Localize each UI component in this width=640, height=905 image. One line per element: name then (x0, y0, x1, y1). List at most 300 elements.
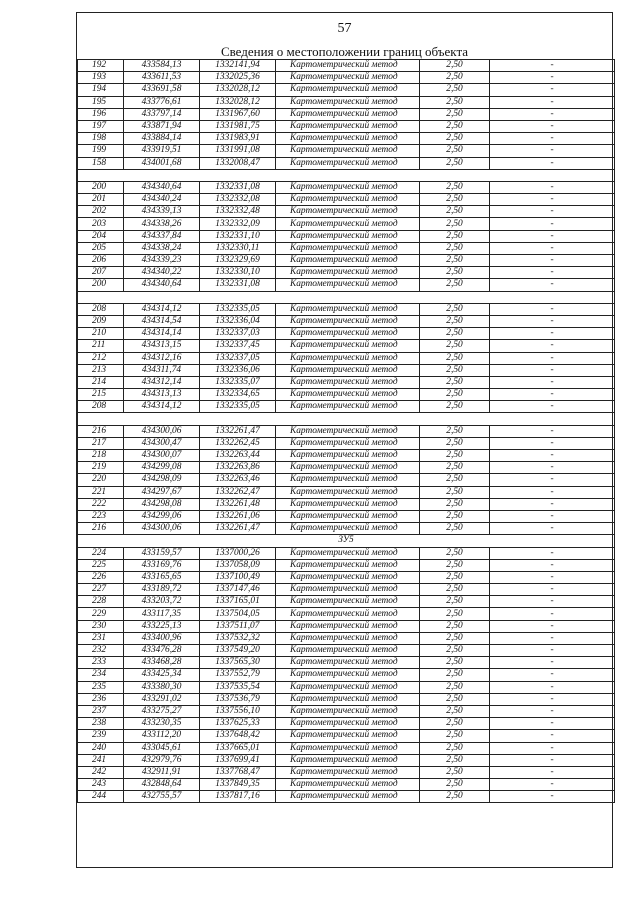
table-row (78, 230, 615, 242)
x-coordinate-cell: 434001,68 (124, 157, 200, 169)
separator-cell (78, 169, 615, 181)
y-coordinate-cell: 1337565,30 (200, 657, 276, 669)
description-cell: - (490, 596, 615, 608)
x-coordinate-cell: 433884,14 (124, 133, 200, 145)
method-cell: Картометрический метод (276, 754, 420, 766)
description-cell: - (490, 791, 615, 803)
table-row (78, 584, 615, 596)
table-row (78, 303, 615, 315)
description-cell: - (490, 389, 615, 401)
description-cell: - (490, 462, 615, 474)
y-coordinate-cell: 1337849,35 (200, 779, 276, 791)
method-cell: Картометрический метод (276, 669, 420, 681)
point-id-cell: 194 (78, 84, 124, 96)
method-cell: Картометрический метод (276, 571, 420, 583)
y-coordinate-cell: 1332262,47 (200, 486, 276, 498)
separator-cell (78, 291, 615, 303)
y-coordinate-cell: 1332261,47 (200, 425, 276, 437)
method-cell: Картометрический метод (276, 303, 420, 315)
table-row (78, 96, 615, 108)
x-coordinate-cell: 432755,57 (124, 791, 200, 803)
table-row (78, 315, 615, 327)
description-cell: - (490, 742, 615, 754)
description-cell: - (490, 376, 615, 388)
method-cell: Картометрический метод (276, 340, 420, 352)
point-id-cell: 158 (78, 157, 124, 169)
description-cell: - (490, 559, 615, 571)
point-id-cell: 226 (78, 571, 124, 583)
method-cell: Картометрический метод (276, 632, 420, 644)
table-row (78, 352, 615, 364)
method-cell: Картометрический метод (276, 742, 420, 754)
x-coordinate-cell: 433691,58 (124, 84, 200, 96)
point-id-cell: 229 (78, 608, 124, 620)
x-coordinate-cell: 432911,91 (124, 766, 200, 778)
y-coordinate-cell: 1337648,42 (200, 730, 276, 742)
y-coordinate-cell: 1337058,09 (200, 559, 276, 571)
y-coordinate-cell: 1337552,79 (200, 669, 276, 681)
y-coordinate-cell: 1332261,48 (200, 498, 276, 510)
accuracy-cell: 2,50 (420, 72, 490, 84)
method-cell: Картометрический метод (276, 133, 420, 145)
table-row (78, 559, 615, 571)
method-cell: Картометрический метод (276, 315, 420, 327)
method-cell: Картометрический метод (276, 596, 420, 608)
method-cell: Картометрический метод (276, 791, 420, 803)
point-id-cell: 236 (78, 693, 124, 705)
table-row (78, 681, 615, 693)
x-coordinate-cell: 433776,61 (124, 96, 200, 108)
y-coordinate-cell: 1332261,06 (200, 510, 276, 522)
point-id-cell: 208 (78, 401, 124, 413)
description-cell: - (490, 547, 615, 559)
description-cell: - (490, 608, 615, 620)
point-id-cell: 214 (78, 376, 124, 388)
table-row (78, 450, 615, 462)
method-cell: Картометрический метод (276, 206, 420, 218)
table-row (78, 218, 615, 230)
table-row (78, 742, 615, 754)
table-row (78, 730, 615, 742)
description-cell: - (490, 230, 615, 242)
x-coordinate-cell: 434312,16 (124, 352, 200, 364)
point-id-cell: 224 (78, 547, 124, 559)
table-row (78, 474, 615, 486)
point-id-cell: 219 (78, 462, 124, 474)
x-coordinate-cell: 433225,13 (124, 620, 200, 632)
description-cell: - (490, 72, 615, 84)
method-cell: Картометрический метод (276, 437, 420, 449)
x-coordinate-cell: 434299,06 (124, 510, 200, 522)
y-coordinate-cell: 1337504,05 (200, 608, 276, 620)
accuracy-cell: 2,50 (420, 84, 490, 96)
accuracy-cell: 2,50 (420, 596, 490, 608)
table-row (78, 705, 615, 717)
x-coordinate-cell: 434339,13 (124, 206, 200, 218)
description-cell: - (490, 669, 615, 681)
y-coordinate-cell: 1332332,48 (200, 206, 276, 218)
point-id-cell: 230 (78, 620, 124, 632)
accuracy-cell: 2,50 (420, 425, 490, 437)
y-coordinate-cell: 1337549,20 (200, 645, 276, 657)
accuracy-cell: 2,50 (420, 462, 490, 474)
table-row (78, 376, 615, 388)
point-id-cell: 238 (78, 718, 124, 730)
x-coordinate-cell: 434300,06 (124, 523, 200, 535)
method-cell: Картометрический метод (276, 559, 420, 571)
description-cell: - (490, 571, 615, 583)
table-row (78, 84, 615, 96)
description-cell: - (490, 181, 615, 193)
point-id-cell: 227 (78, 584, 124, 596)
method-cell: Картометрический метод (276, 657, 420, 669)
accuracy-cell: 2,50 (420, 364, 490, 376)
accuracy-cell: 2,50 (420, 632, 490, 644)
table-separator-row (78, 413, 615, 425)
point-id-cell: 199 (78, 145, 124, 157)
accuracy-cell: 2,50 (420, 693, 490, 705)
accuracy-cell: 2,50 (420, 315, 490, 327)
method-cell: Картометрический метод (276, 218, 420, 230)
description-cell: - (490, 120, 615, 132)
table-separator-row (78, 291, 615, 303)
accuracy-cell: 2,50 (420, 620, 490, 632)
table-row (78, 523, 615, 535)
accuracy-cell: 2,50 (420, 498, 490, 510)
point-id-cell: 240 (78, 742, 124, 754)
table-row (78, 693, 615, 705)
method-cell: Картометрический метод (276, 389, 420, 401)
y-coordinate-cell: 1337536,79 (200, 693, 276, 705)
method-cell: Картометрический метод (276, 328, 420, 340)
description-cell: - (490, 255, 615, 267)
y-coordinate-cell: 1332335,05 (200, 303, 276, 315)
method-cell: Картометрический метод (276, 450, 420, 462)
y-coordinate-cell: 1332331,08 (200, 279, 276, 291)
accuracy-cell: 2,50 (420, 60, 490, 72)
x-coordinate-cell: 434314,14 (124, 328, 200, 340)
method-cell: Картометрический метод (276, 498, 420, 510)
point-id-cell: 201 (78, 194, 124, 206)
method-cell: Картометрический метод (276, 72, 420, 84)
table-row (78, 72, 615, 84)
table-row (78, 437, 615, 449)
y-coordinate-cell: 1332330,11 (200, 242, 276, 254)
accuracy-cell: 2,50 (420, 779, 490, 791)
y-coordinate-cell: 1332263,44 (200, 450, 276, 462)
table-row (78, 60, 615, 72)
point-id-cell: 220 (78, 474, 124, 486)
coordinates-table-body (78, 60, 615, 803)
y-coordinate-cell: 1337147,46 (200, 584, 276, 596)
description-cell: - (490, 133, 615, 145)
description-cell: - (490, 584, 615, 596)
description-cell: - (490, 730, 615, 742)
x-coordinate-cell: 434340,64 (124, 279, 200, 291)
x-coordinate-cell: 434314,12 (124, 303, 200, 315)
description-cell: - (490, 486, 615, 498)
accuracy-cell: 2,50 (420, 510, 490, 522)
table-separator-row (78, 169, 615, 181)
table-row (78, 669, 615, 681)
method-cell: Картометрический метод (276, 242, 420, 254)
method-cell: Картометрический метод (276, 462, 420, 474)
accuracy-cell: 2,50 (420, 401, 490, 413)
table-row (78, 120, 615, 132)
method-cell: Картометрический метод (276, 425, 420, 437)
table-section-row (78, 535, 615, 547)
description-cell: - (490, 303, 615, 315)
accuracy-cell: 2,50 (420, 523, 490, 535)
x-coordinate-cell: 434300,07 (124, 450, 200, 462)
y-coordinate-cell: 1332028,12 (200, 84, 276, 96)
x-coordinate-cell: 434340,22 (124, 267, 200, 279)
document-frame (76, 12, 613, 868)
accuracy-cell: 2,50 (420, 742, 490, 754)
accuracy-cell: 2,50 (420, 705, 490, 717)
accuracy-cell: 2,50 (420, 133, 490, 145)
point-id-cell: 210 (78, 328, 124, 340)
description-cell: - (490, 510, 615, 522)
description-cell: - (490, 693, 615, 705)
y-coordinate-cell: 1332331,10 (200, 230, 276, 242)
x-coordinate-cell: 433159,57 (124, 547, 200, 559)
description-cell: - (490, 779, 615, 791)
accuracy-cell: 2,50 (420, 718, 490, 730)
accuracy-cell: 2,50 (420, 376, 490, 388)
accuracy-cell: 2,50 (420, 230, 490, 242)
x-coordinate-cell: 434340,64 (124, 181, 200, 193)
method-cell: Картометрический метод (276, 523, 420, 535)
point-id-cell: 243 (78, 779, 124, 791)
method-cell: Картометрический метод (276, 60, 420, 72)
accuracy-cell: 2,50 (420, 255, 490, 267)
method-cell: Картометрический метод (276, 401, 420, 413)
table-row (78, 571, 615, 583)
description-cell: - (490, 328, 615, 340)
point-id-cell: 216 (78, 523, 124, 535)
point-id-cell: 241 (78, 754, 124, 766)
x-coordinate-cell: 434338,26 (124, 218, 200, 230)
description-cell: - (490, 145, 615, 157)
table-row (78, 194, 615, 206)
accuracy-cell: 2,50 (420, 194, 490, 206)
description-cell: - (490, 279, 615, 291)
point-id-cell: 244 (78, 791, 124, 803)
table-row (78, 510, 615, 522)
y-coordinate-cell: 1337000,26 (200, 547, 276, 559)
table-row (78, 779, 615, 791)
table-row (78, 718, 615, 730)
accuracy-cell: 2,50 (420, 389, 490, 401)
accuracy-cell: 2,50 (420, 571, 490, 583)
point-id-cell: 197 (78, 120, 124, 132)
y-coordinate-cell: 1332332,09 (200, 218, 276, 230)
point-id-cell: 198 (78, 133, 124, 145)
point-id-cell: 232 (78, 645, 124, 657)
y-coordinate-cell: 1332337,45 (200, 340, 276, 352)
x-coordinate-cell: 434298,09 (124, 474, 200, 486)
method-cell: Картометрический метод (276, 693, 420, 705)
accuracy-cell: 2,50 (420, 584, 490, 596)
x-coordinate-cell: 433230,35 (124, 718, 200, 730)
y-coordinate-cell: 1332330,10 (200, 267, 276, 279)
point-id-cell: 211 (78, 340, 124, 352)
point-id-cell: 234 (78, 669, 124, 681)
x-coordinate-cell: 434340,24 (124, 194, 200, 206)
point-id-cell: 212 (78, 352, 124, 364)
point-id-cell: 213 (78, 364, 124, 376)
point-id-cell: 203 (78, 218, 124, 230)
point-id-cell: 195 (78, 96, 124, 108)
accuracy-cell: 2,50 (420, 157, 490, 169)
description-cell: - (490, 474, 615, 486)
y-coordinate-cell: 1332336,06 (200, 364, 276, 376)
description-cell: - (490, 498, 615, 510)
description-cell: - (490, 437, 615, 449)
table-row (78, 108, 615, 120)
method-cell: Картометрический метод (276, 120, 420, 132)
accuracy-cell: 2,50 (420, 303, 490, 315)
x-coordinate-cell: 433871,94 (124, 120, 200, 132)
table-row (78, 766, 615, 778)
table-row (78, 462, 615, 474)
method-cell: Картометрический метод (276, 194, 420, 206)
table-row (78, 328, 615, 340)
table-row (78, 547, 615, 559)
method-cell: Картометрический метод (276, 474, 420, 486)
x-coordinate-cell: 433117,35 (124, 608, 200, 620)
method-cell: Картометрический метод (276, 766, 420, 778)
accuracy-cell: 2,50 (420, 218, 490, 230)
method-cell: Картометрический метод (276, 779, 420, 791)
x-coordinate-cell: 434313,15 (124, 340, 200, 352)
method-cell: Картометрический метод (276, 510, 420, 522)
accuracy-cell: 2,50 (420, 791, 490, 803)
point-id-cell: 192 (78, 60, 124, 72)
accuracy-cell: 2,50 (420, 486, 490, 498)
y-coordinate-cell: 1332263,86 (200, 462, 276, 474)
method-cell: Картометрический метод (276, 364, 420, 376)
y-coordinate-cell: 1332262,45 (200, 437, 276, 449)
description-cell: - (490, 401, 615, 413)
y-coordinate-cell: 1332025,36 (200, 72, 276, 84)
page-number: 57 (337, 21, 352, 36)
method-cell: Картометрический метод (276, 376, 420, 388)
point-id-cell: 233 (78, 657, 124, 669)
y-coordinate-cell: 1332334,65 (200, 389, 276, 401)
x-coordinate-cell: 434338,24 (124, 242, 200, 254)
table-row (78, 754, 615, 766)
y-coordinate-cell: 1332329,69 (200, 255, 276, 267)
description-cell: - (490, 523, 615, 535)
accuracy-cell: 2,50 (420, 279, 490, 291)
method-cell: Картометрический метод (276, 705, 420, 717)
x-coordinate-cell: 433165,65 (124, 571, 200, 583)
x-coordinate-cell: 433611,53 (124, 72, 200, 84)
description-cell: - (490, 340, 615, 352)
accuracy-cell: 2,50 (420, 352, 490, 364)
point-id-cell: 237 (78, 705, 124, 717)
description-cell: - (490, 718, 615, 730)
method-cell: Картометрический метод (276, 608, 420, 620)
description-cell: - (490, 206, 615, 218)
point-id-cell: 200 (78, 181, 124, 193)
x-coordinate-cell: 433919,51 (124, 145, 200, 157)
y-coordinate-cell: 1337556,10 (200, 705, 276, 717)
x-coordinate-cell: 434299,08 (124, 462, 200, 474)
method-cell: Картометрический метод (276, 681, 420, 693)
description-cell: - (490, 84, 615, 96)
table-row (78, 486, 615, 498)
point-id-cell: 205 (78, 242, 124, 254)
y-coordinate-cell: 1337165,01 (200, 596, 276, 608)
point-id-cell: 239 (78, 730, 124, 742)
y-coordinate-cell: 1337817,16 (200, 791, 276, 803)
accuracy-cell: 2,50 (420, 108, 490, 120)
y-coordinate-cell: 1332336,04 (200, 315, 276, 327)
table-row (78, 401, 615, 413)
x-coordinate-cell: 433476,28 (124, 645, 200, 657)
x-coordinate-cell: 433425,34 (124, 669, 200, 681)
accuracy-cell: 2,50 (420, 681, 490, 693)
accuracy-cell: 2,50 (420, 450, 490, 462)
description-cell: - (490, 315, 615, 327)
table-row (78, 645, 615, 657)
x-coordinate-cell: 433045,61 (124, 742, 200, 754)
description-cell: - (490, 450, 615, 462)
accuracy-cell: 2,50 (420, 547, 490, 559)
y-coordinate-cell: 1337535,54 (200, 681, 276, 693)
section-label: ЗУ5 (78, 535, 615, 547)
point-id-cell: 215 (78, 389, 124, 401)
table-row (78, 206, 615, 218)
description-cell: - (490, 766, 615, 778)
method-cell: Картометрический метод (276, 145, 420, 157)
method-cell: Картометрический метод (276, 108, 420, 120)
x-coordinate-cell: 433189,72 (124, 584, 200, 596)
x-coordinate-cell: 433468,28 (124, 657, 200, 669)
point-id-cell: 216 (78, 425, 124, 437)
y-coordinate-cell: 1332332,08 (200, 194, 276, 206)
y-coordinate-cell: 1332008,47 (200, 157, 276, 169)
x-coordinate-cell: 433797,14 (124, 108, 200, 120)
point-id-cell: 235 (78, 681, 124, 693)
method-cell: Картометрический метод (276, 230, 420, 242)
description-cell: - (490, 705, 615, 717)
point-id-cell: 228 (78, 596, 124, 608)
point-id-cell: 207 (78, 267, 124, 279)
x-coordinate-cell: 434337,84 (124, 230, 200, 242)
method-cell: Картометрический метод (276, 730, 420, 742)
x-coordinate-cell: 432848,64 (124, 779, 200, 791)
point-id-cell: 218 (78, 450, 124, 462)
x-coordinate-cell: 433380,30 (124, 681, 200, 693)
separator-cell (78, 413, 615, 425)
description-cell: - (490, 60, 615, 72)
table-row (78, 791, 615, 803)
x-coordinate-cell: 433291,02 (124, 693, 200, 705)
method-cell: Картометрический метод (276, 584, 420, 596)
y-coordinate-cell: 1332331,08 (200, 181, 276, 193)
description-cell: - (490, 194, 615, 206)
table-row (78, 608, 615, 620)
method-cell: Картометрический метод (276, 84, 420, 96)
point-id-cell: 202 (78, 206, 124, 218)
method-cell: Картометрический метод (276, 96, 420, 108)
y-coordinate-cell: 1332028,12 (200, 96, 276, 108)
accuracy-cell: 2,50 (420, 437, 490, 449)
